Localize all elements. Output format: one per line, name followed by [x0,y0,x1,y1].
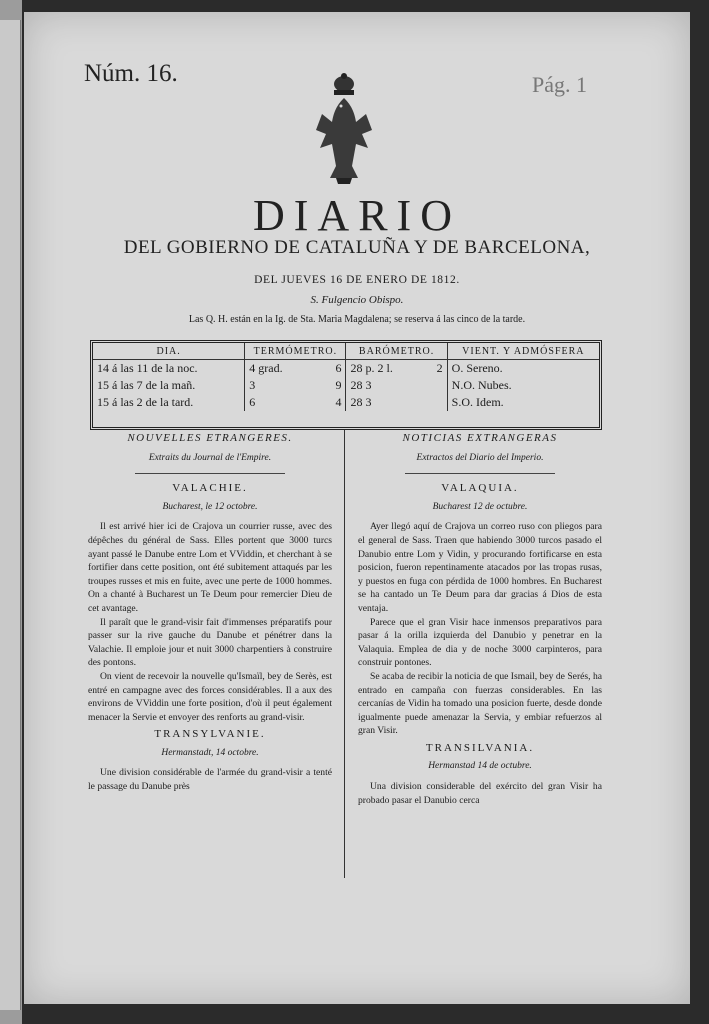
col-vientos: VIENT. Y ADMÓSFERA [447,343,599,360]
weather-table [90,340,602,430]
article-paragraph: Une division considérable de l'armée du grand-visir a tenté le passage du Danube près [88,767,332,793]
previous-page-edge [0,20,21,1010]
cell-term: 3 9 [245,377,346,394]
dateline: Hermanstadt, 14 octobre. [161,747,259,758]
section-title: TRANSYLVANIE. [154,728,266,741]
column-source: Extractos del Diario del Imperio. [416,452,544,463]
column-source: Extraits du Journal de l'Empire. [148,452,272,463]
article-paragraph: Il est arrivé hier ici de Crajova un courrier russe, avec des dépêches du général de Sass. Elles portent que 3000 turcs ayant passé le Danube entre Lom et VViddin, et cherchant à se fortifier dans cette position, ont été subitement attaqués par les troupes russes et mis en fuite, avec une perte de 1000 hommes. On a chanté à Bucharest un Te Deum pour remercier Dieu de cet avantage. [88,521,332,614]
cell-baro: 28 3 [346,377,447,394]
eagle-crest-icon [312,70,376,188]
col-termometro: TERMÓMETRO. [245,343,346,360]
weather-row [93,394,599,411]
cell-term: 4 grad. 6 [245,360,346,378]
issue-date: DEL JUEVES 16 DE ENERO DE 1812. [254,274,460,286]
section-rule [405,473,555,474]
column-heading: NOTICIAS EXTRANGERAS [402,432,558,444]
cell-vient: S.O. Idem. [451,395,504,409]
saint-of-day: S. Fulgencio Obispo. [310,294,404,306]
article-paragraph: Parece que el gran Visir hace inmensos preparativos para pasar á la orilla izquierda del Danubio y penetrar en la Valaquia. Emplea de dia y de noche 3000 carpinteros, para construir pontones. [358,616,602,669]
section-title: VALAQUIA. [441,482,519,495]
column-divider [344,430,345,878]
newspaper-page [24,12,690,1004]
newspaper-title: DIARIO [253,191,461,240]
dateline: Bucharest 12 de octubre. [432,501,528,512]
spanish-column [358,432,602,807]
weather-row [93,377,599,394]
church-note: Las Q. H. están en la Ig. de Sta. Maria Magdalena; se reserva á las cinco de la tarde. [188,314,526,325]
section-rule [135,473,285,474]
column-heading: NOUVELLES ETRANGERES. [127,432,293,444]
dateline: Bucharest, le 12 octobre. [162,501,258,512]
col-barometro: BARÓMETRO. [346,343,447,360]
article-paragraph: On vient de recevoir la nouvelle qu'Ismaïl, bey de Serès, est entré en campagne avec des forces considérables. Il a aux des environs de VViddin une forte position, d'où il peut également menacer la Servie et envoyer des renforts au grand-visir. [88,670,332,723]
cell-baro: 28 3 [346,394,447,411]
section-title: TRANSILVANIA. [425,741,535,754]
article-paragraph: Il paraît que le grand-visir fait d'immenses préparatifs pour passer sur la rive gauche du Danube et pénétrer dans la Valachie. Il emploie jour et nuit 3000 charpentiers à construire des pontons. [88,616,332,669]
article-paragraph: Una division considerable del exército del gran Visir ha probado pasar el Danubio cerca [358,781,602,806]
weather-row [93,360,599,378]
cell-dia: 15 á las 7 de la mañ. [93,377,245,394]
page-number: Pág. 1 [532,72,587,97]
col-dia: DIA. [93,343,245,360]
section-title: VALACHIE. [172,482,248,495]
article-paragraph: Ayer llegó aquí de Crajova un correo ruso con pliegos para el general de Sass. Traen que habiendo 3000 turcos pasado el Danubio entre Lom y Vidin, y procurando fortificarse en esta posicion, fueron repentinamente atacados por las tropas rusas, y puestos en fuga con pérdida de 1000 hombres. En Bucharest se ha cantado un Te Deum para dar gracias á Dios de esta ventaja. [358,521,602,614]
newspaper-subtitle: DEL GOBIERNO DE CATALUÑA Y DE BARCELONA, [123,237,591,258]
cell-dia: 15 á las 2 de la tard. [93,394,245,411]
cell-vient: N.O. Nubes. [451,378,512,392]
cell-term: 6 4 [245,394,346,411]
cell-vient: O. Sereno. [451,361,503,375]
article-paragraph: Se acaba de recibir la noticia de que Ismail, bey de Serés, ha entrado en campaña con fuerzas considerables. En las cercanías de Vidin ha tomado una posicion fuerte, desde donde igualmente puede amenazar la Servia, y embiar refuerzos al gran Visir. [358,670,602,737]
french-column [88,432,332,794]
cell-dia: 14 á las 11 de la noc. [93,360,245,378]
issue-number: Núm. 16. [84,60,178,87]
weather-table-header [93,343,599,360]
dateline: Hermanstad 14 de octubre. [428,761,532,772]
cell-baro: 28 p. 2 l. 2 [346,360,447,378]
